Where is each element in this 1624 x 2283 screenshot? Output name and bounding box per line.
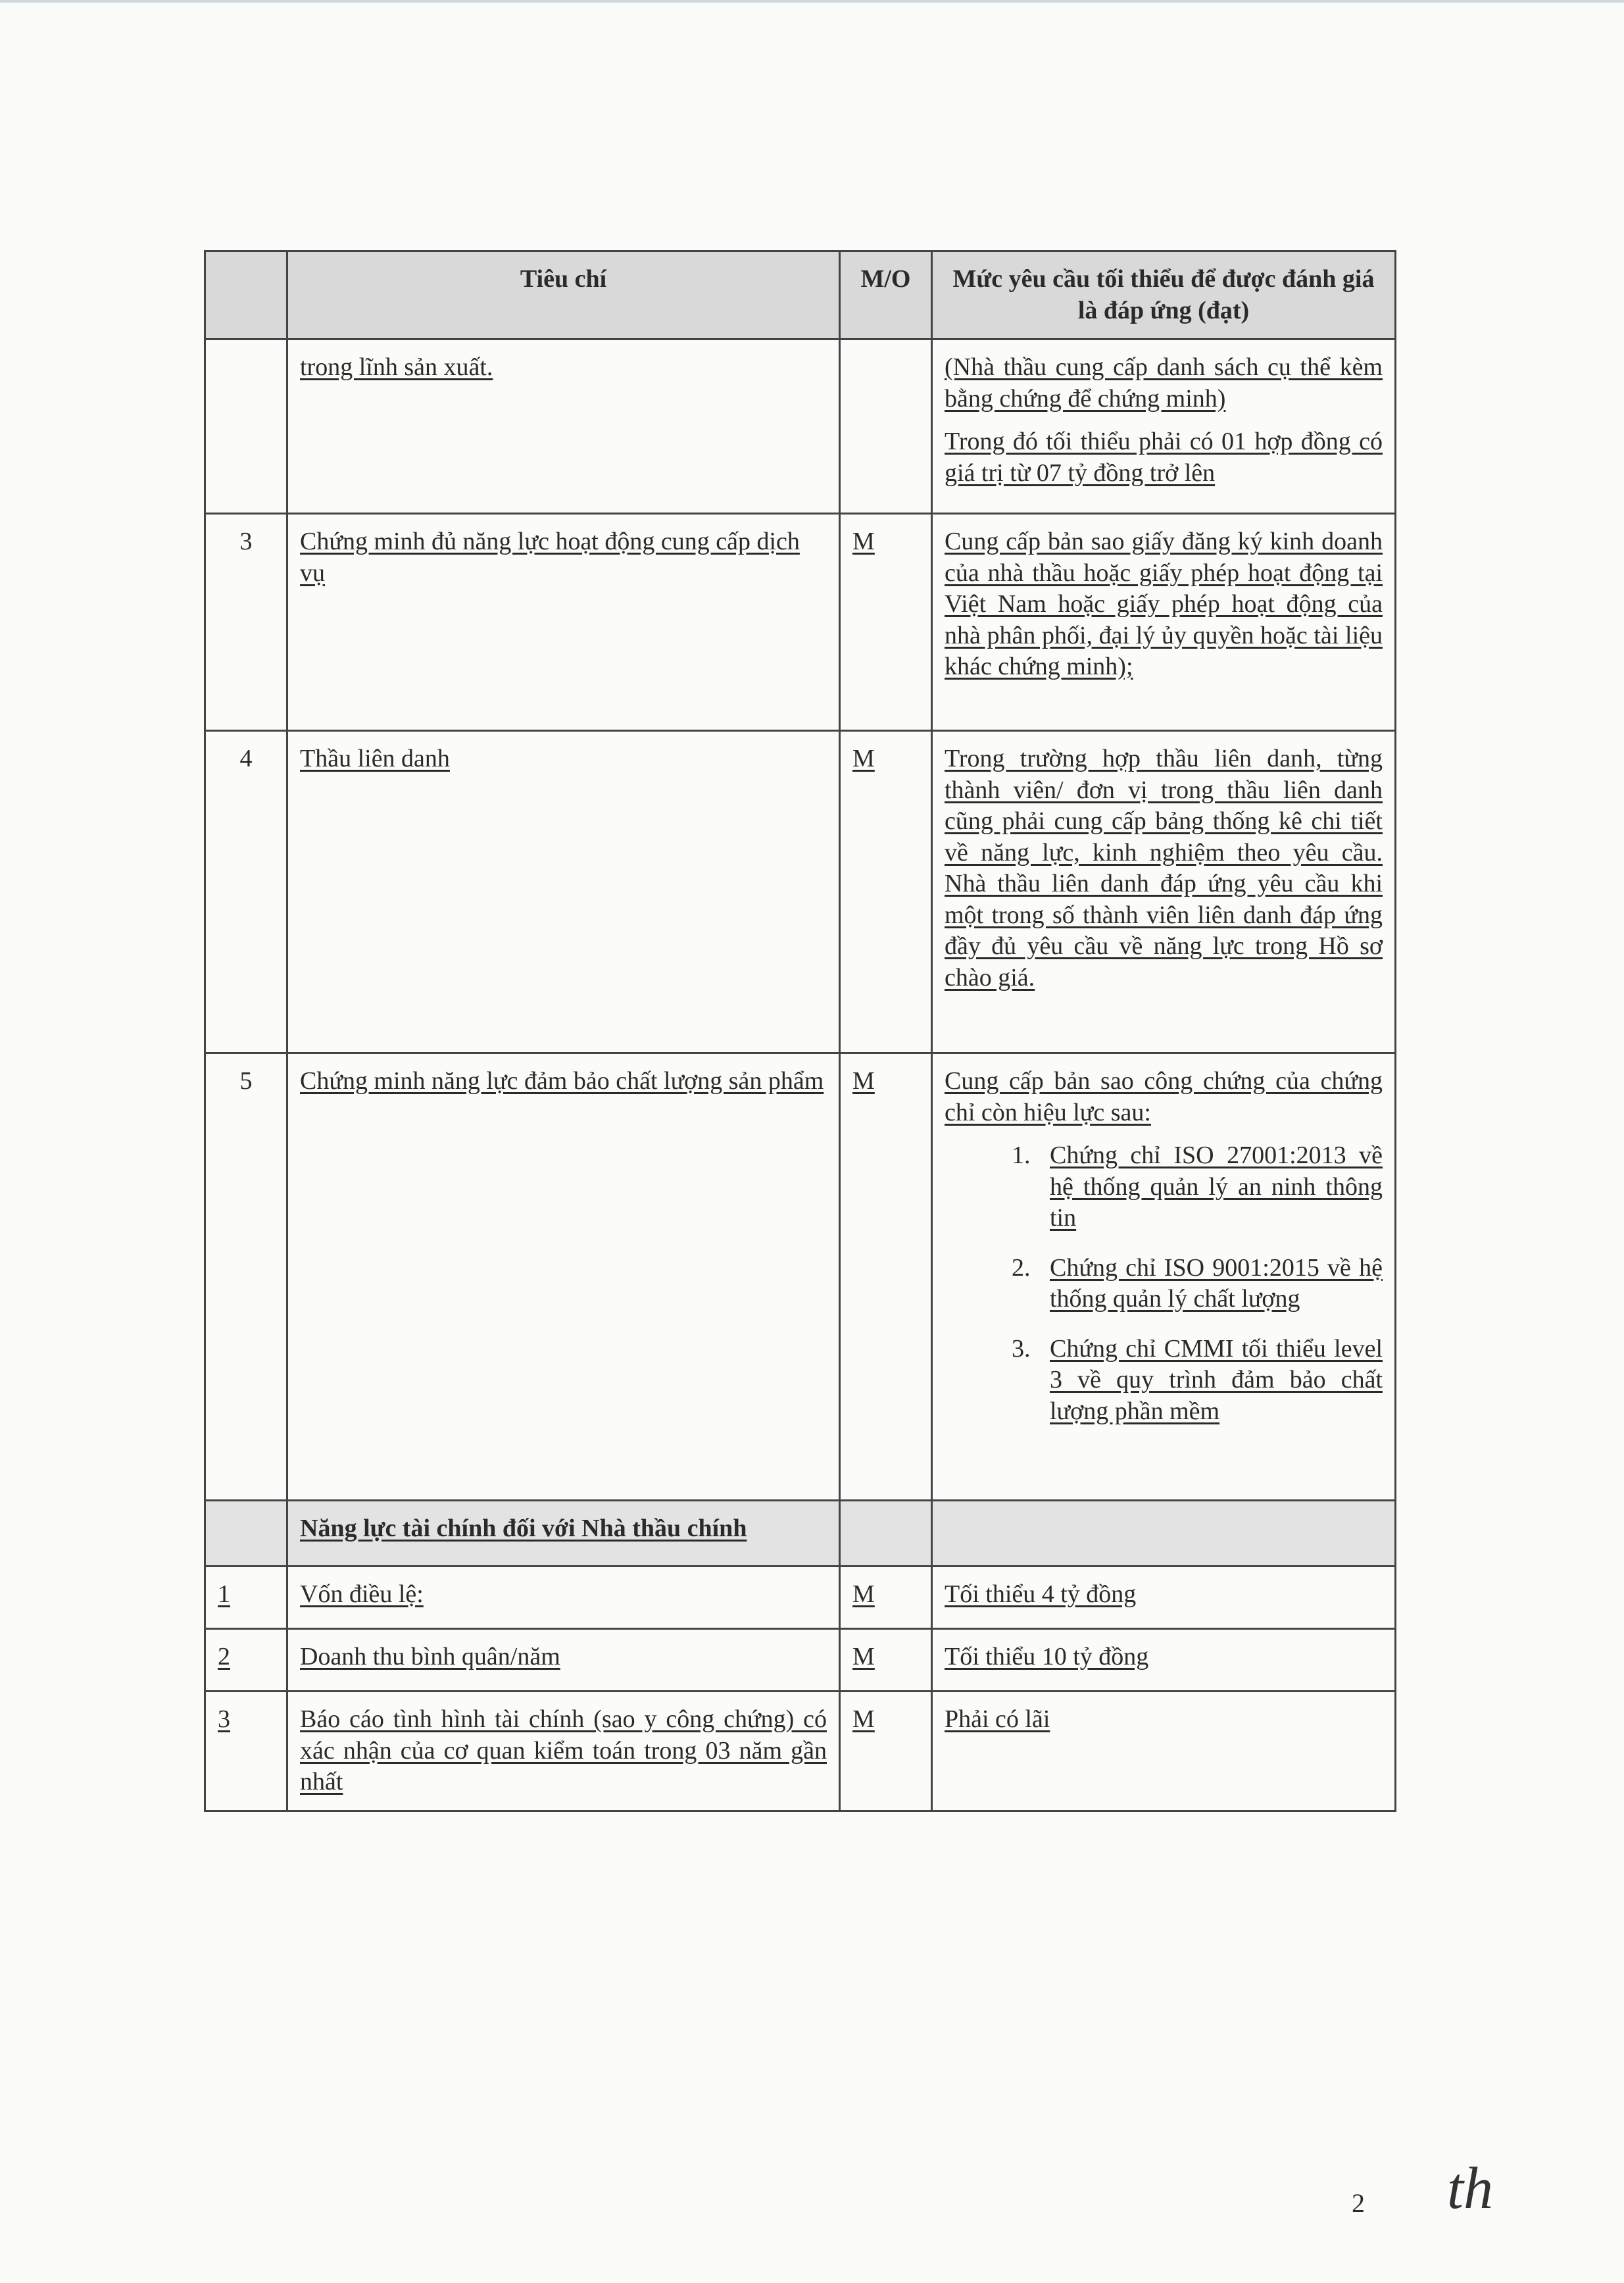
table-row (205, 1567, 1396, 1629)
row-requirement (932, 1629, 1396, 1692)
criteria-text: Doanh thu bình quân/năm (300, 1643, 560, 1670)
row-requirement (932, 1053, 1396, 1501)
no-text: 3 (218, 1705, 230, 1733)
table-row (205, 1629, 1396, 1692)
row-requirement (932, 731, 1396, 1053)
table-row (205, 339, 1396, 514)
requirement-text: Cung cấp bản sao giấy đăng ký kinh doanh của nhà thầu hoặc giấy phép hoạt động tại Việt Nam hoặc giấy phép hoạt động của nhà phân phối, đại lý ủy quyền hoặc tài liệu khác chứng minh); (945, 528, 1383, 680)
requirement-text: (Nhà thầu cung cấp danh sách cụ thể kèm bằng chứng để chứng minh) (945, 353, 1383, 413)
row-criteria (287, 1567, 840, 1629)
requirement-text: Tối thiểu 10 tỷ đồng (945, 1643, 1149, 1670)
section-mo (840, 1501, 932, 1567)
table-row (205, 731, 1396, 1053)
header-mo: M/O (840, 251, 932, 339)
row-no: 3 (205, 514, 287, 731)
criteria-text: trong lĩnh sản xuất. (300, 353, 493, 381)
section-title: Năng lực tài chính đối với Nhà thầu chính (300, 1515, 747, 1542)
row-criteria (287, 339, 840, 514)
list-item: 3. Chứng chỉ CMMI tối thiểu level 3 về quy trình đảm bảo chất lượng phần mềm (1037, 1334, 1383, 1428)
criteria-text: Báo cáo tình hình tài chính (sao y công chứng) có xác nhận của cơ quan kiểm toán trong 03 năm gần nhất (300, 1705, 827, 1795)
row-criteria (287, 1692, 840, 1811)
requirement-text: Trong đó tối thiểu phải có 01 hợp đồng có giá trị từ 07 tỷ đồng trở lên (945, 428, 1383, 487)
criteria-text: Chứng minh đủ năng lực hoạt động cung cấp dịch vụ (300, 528, 800, 587)
criteria-table (204, 250, 1396, 1812)
mo-text: M (852, 528, 875, 555)
row-requirement (932, 1692, 1396, 1811)
requirement-text: Trong trường hợp thầu liên danh, từng thành viên/ đơn vị trong thầu liên danh cũng phải cung cấp bảng thống kê chi tiết về năng lực, kinh nghiệm theo yêu cầu. Nhà thầu liên danh đáp ứng yêu cầu khi một trong số thành viên liên danh đáp ứng đầy đủ yêu cầu về năng lực trong Hồ sơ chào giá. (945, 745, 1383, 991)
table-row (205, 1692, 1396, 1811)
row-no: 4 (205, 731, 287, 1053)
mo-text: M (852, 1067, 875, 1095)
header-criteria: Tiêu chí (287, 251, 840, 339)
header-requirement: Mức yêu cầu tối thiểu để được đánh giá là đáp ứng (đạt) (932, 251, 1396, 339)
row-mo (840, 339, 932, 514)
no-text: 1 (218, 1580, 230, 1608)
page-number: 2 (1352, 2188, 1365, 2218)
row-no (205, 1692, 287, 1811)
table-row (205, 1053, 1396, 1501)
section-no (205, 1501, 287, 1567)
row-criteria (287, 514, 840, 731)
row-criteria (287, 731, 840, 1053)
row-no (205, 1629, 287, 1692)
table-row (205, 514, 1396, 731)
row-no (205, 1567, 287, 1629)
requirement-text: Tối thiểu 4 tỷ đồng (945, 1580, 1137, 1608)
row-criteria (287, 1053, 840, 1501)
row-mo (840, 1053, 932, 1501)
section-req (932, 1501, 1396, 1567)
row-requirement (932, 339, 1396, 514)
row-requirement (932, 1567, 1396, 1629)
requirement-text: Phải có lãi (945, 1705, 1050, 1733)
row-mo (840, 514, 932, 731)
section-row (205, 1501, 1396, 1567)
section-criteria (287, 1501, 840, 1567)
row-no (205, 339, 287, 514)
mo-text: M (852, 1705, 875, 1733)
row-requirement (932, 514, 1396, 731)
row-mo (840, 1629, 932, 1692)
row-mo (840, 1692, 932, 1811)
row-mo (840, 1567, 932, 1629)
mo-text: M (852, 745, 875, 772)
handwritten-initials: th (1447, 2156, 1494, 2221)
mo-text: M (852, 1580, 875, 1608)
criteria-text: Vốn điều lệ: (300, 1580, 424, 1608)
list-item: 1. Chứng chỉ ISO 27001:2013 về hệ thống quản lý an ninh thông tin (1037, 1140, 1383, 1234)
requirement-text: Cung cấp bản sao công chứng của chứng chỉ còn hiệu lực sau: (945, 1067, 1383, 1126)
table-header-row (205, 251, 1396, 339)
no-text: 2 (218, 1643, 230, 1670)
mo-text: M (852, 1643, 875, 1670)
row-criteria (287, 1629, 840, 1692)
scan-top-edge (0, 0, 1624, 3)
row-no: 5 (205, 1053, 287, 1501)
certificate-list (945, 1140, 1383, 1427)
row-mo (840, 731, 932, 1053)
criteria-text: Thầu liên danh (300, 745, 450, 772)
header-no (205, 251, 287, 339)
criteria-text: Chứng minh năng lực đảm bảo chất lượng sản phẩm (300, 1067, 824, 1095)
list-item: 2. Chứng chỉ ISO 9001:2015 về hệ thống quản lý chất lượng (1037, 1253, 1383, 1315)
